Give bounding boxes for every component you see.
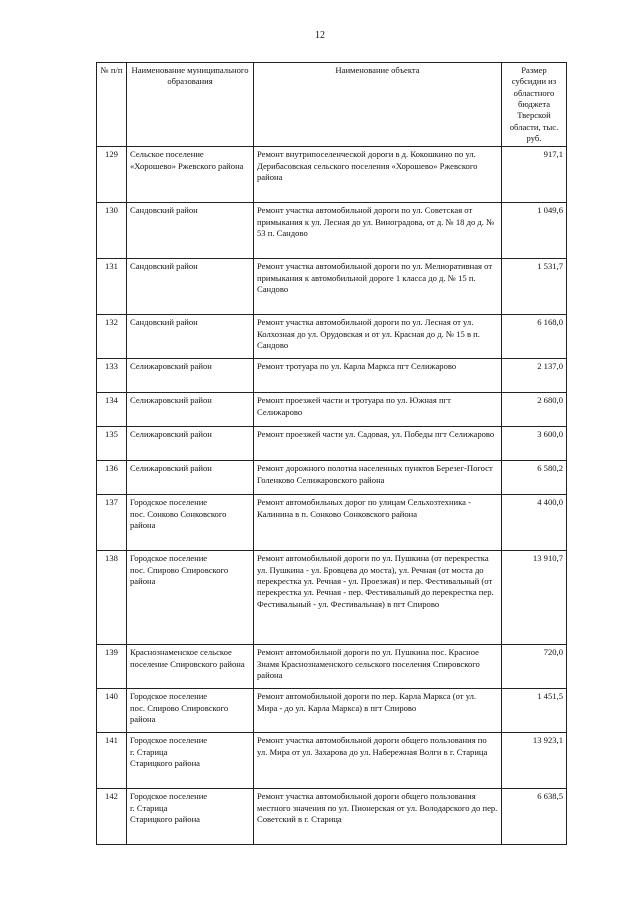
municipality-line: Городское поселение	[130, 553, 208, 564]
table-row	[97, 495, 567, 551]
row-object: Ремонт автомобильной дороги по ул. Пушкина (от перекрестка ул. Пушкина - ул. Бровцева до моста), ул. Речная (от моста до перекрестка ул. Речная - ул. Проезжая) и пер. Фестивальный (от перекрестка ул. Речная - пер. Фестивальный до перекрестка пер. Фестивальный - ул. Фестивальная) в пгт Спирово	[254, 551, 502, 645]
row-amount: 6 580,2	[502, 461, 567, 495]
row-object: Ремонт тротуара по ул. Карла Маркса пгт Селижарово	[254, 359, 502, 393]
row-object: Ремонт участка автомобильной дороги по ул. Лесная от ул. Колхозная до ул. Орудовская и от ул. Красная до д. № 15 в п. Сандово	[254, 315, 502, 359]
page-number: 12	[315, 30, 325, 41]
row-municipality	[127, 259, 254, 315]
municipality-line: Селижаровский район	[130, 395, 212, 406]
row-municipality	[127, 551, 254, 645]
header-municipality: Наименование муниципального образования	[127, 63, 254, 147]
table-row	[97, 551, 567, 645]
row-amount: 2 680,0	[502, 393, 567, 427]
municipality-line: Селижаровский район	[130, 429, 212, 440]
row-municipality	[127, 461, 254, 495]
municipality-line: «Хорошево» Ржевского района	[130, 160, 244, 171]
table-row	[97, 315, 567, 359]
row-municipality	[127, 427, 254, 461]
row-number: 141	[97, 733, 127, 789]
municipality-line: Старицкого района	[130, 814, 200, 825]
municipality-line: Селижаровский район	[130, 361, 212, 372]
row-object: Ремонт участка автомобильной дороги по ул. Советская от примыкания к ул. Лесная до ул. Виноградова, от д. № 18 до д. № 53 п. Сандово	[254, 203, 502, 259]
row-number: 129	[97, 147, 127, 203]
municipality-line: Сельское поселение	[130, 149, 204, 160]
row-amount: 1 451,5	[502, 689, 567, 733]
row-amount: 1 049,6	[502, 203, 567, 259]
municipality-line: Сандовский район	[130, 261, 198, 272]
row-number: 133	[97, 359, 127, 393]
table-row	[97, 259, 567, 315]
table-row	[97, 427, 567, 461]
row-number: 137	[97, 495, 127, 551]
row-municipality	[127, 689, 254, 733]
table-row	[97, 359, 567, 393]
row-object: Ремонт проезжей части ул. Садовая, ул. Победы пгт Селижарово	[254, 427, 502, 461]
municipality-line: г. Старица	[130, 802, 168, 813]
row-municipality	[127, 147, 254, 203]
row-amount: 917,1	[502, 147, 567, 203]
municipality-line: Старицкого района	[130, 758, 200, 769]
row-number: 131	[97, 259, 127, 315]
municipality-line: пос. Сонково Сонковского района	[130, 508, 227, 531]
table-row	[97, 393, 567, 427]
row-amount: 6 168,0	[502, 315, 567, 359]
row-amount: 6 638,5	[502, 789, 567, 845]
row-amount: 3 600,0	[502, 427, 567, 461]
row-number: 130	[97, 203, 127, 259]
row-municipality	[127, 733, 254, 789]
row-object: Ремонт участка автомобильной дороги по ул. Мелиоративная от примыкания к автомобильной дороге 1 класса до д. № 15 п. Сандово	[254, 259, 502, 315]
table-row	[97, 789, 567, 845]
row-amount: 13 923,1	[502, 733, 567, 789]
row-object: Ремонт дорожного полотна населенных пунктов Березег-Погост Голенково Селижаровского района	[254, 461, 502, 495]
municipality-line: Сандовский район	[130, 205, 198, 216]
table-row	[97, 689, 567, 733]
table-body	[97, 147, 567, 845]
row-number: 142	[97, 789, 127, 845]
municipality-line: г. Старица	[130, 746, 168, 757]
municipality-line: пос. Спирово Спировского района	[130, 702, 229, 725]
row-object: Ремонт проезжей части и тротуара по ул. Южная пгт Селижарово	[254, 393, 502, 427]
municipality-line: Городское поселение	[130, 691, 208, 702]
row-object: Ремонт участка автомобильной дороги общего пользования по ул. Мира от ул. Захарова до ул. Набережная Волги в г. Старица	[254, 733, 502, 789]
municipality-line: пос. Спирово Спировского района	[130, 564, 229, 587]
row-number: 140	[97, 689, 127, 733]
row-object: Ремонт участка автомобильной дороги общего пользования местного значения по ул. Пионерская от ул. Володарского до пер. Советский в г. Старица	[254, 789, 502, 845]
header-amount: Размер субсидии из областного бюджета Тверской области, тыс. руб.	[502, 63, 567, 147]
municipality-line: Городское поселение	[130, 497, 208, 508]
row-object: Ремонт автомобильной дороги по ул. Пушкина пос. Красное Знамя Краснознаменского сельского поселения Спировского района	[254, 645, 502, 689]
municipality-line: Селижаровский район	[130, 463, 212, 474]
row-object: Ремонт автомобильных дорог по улицам Сельхозтехника - Калинина в п. Сонково Сонковского района	[254, 495, 502, 551]
subsidy-table	[96, 62, 567, 845]
row-municipality	[127, 315, 254, 359]
table-row	[97, 203, 567, 259]
row-municipality	[127, 359, 254, 393]
municipality-line: Сандовский район	[130, 317, 198, 328]
header-num: № п/п	[97, 63, 127, 147]
row-municipality	[127, 393, 254, 427]
row-amount: 2 137,0	[502, 359, 567, 393]
row-number: 132	[97, 315, 127, 359]
table-row	[97, 733, 567, 789]
row-number: 135	[97, 427, 127, 461]
row-municipality	[127, 645, 254, 689]
row-object: Ремонт внутрипоселенческой дороги в д. Кокошкино по ул. Дерибасовская сельского поселения «Хорошево» Ржевского района	[254, 147, 502, 203]
row-amount: 4 400,0	[502, 495, 567, 551]
row-amount: 720,0	[502, 645, 567, 689]
row-object: Ремонт автомобильной дороги по пер. Карла Маркса (от ул. Мира - до ул. Карла Маркса) в пгт Спирово	[254, 689, 502, 733]
table-row	[97, 461, 567, 495]
row-number: 134	[97, 393, 127, 427]
row-amount: 1 531,7	[502, 259, 567, 315]
row-amount: 13 910,7	[502, 551, 567, 645]
table-row	[97, 645, 567, 689]
row-number: 138	[97, 551, 127, 645]
municipality-line: Городское поселение	[130, 791, 208, 802]
row-number: 136	[97, 461, 127, 495]
row-municipality	[127, 789, 254, 845]
row-number: 139	[97, 645, 127, 689]
municipality-line: Краснознаменское сельское поселение Спировского района	[130, 647, 245, 669]
row-municipality	[127, 495, 254, 551]
table-header-row	[97, 63, 567, 147]
municipality-line: Городское поселение	[130, 735, 208, 746]
table-row	[97, 147, 567, 203]
header-object: Наименование объекта	[254, 63, 502, 147]
row-municipality	[127, 203, 254, 259]
